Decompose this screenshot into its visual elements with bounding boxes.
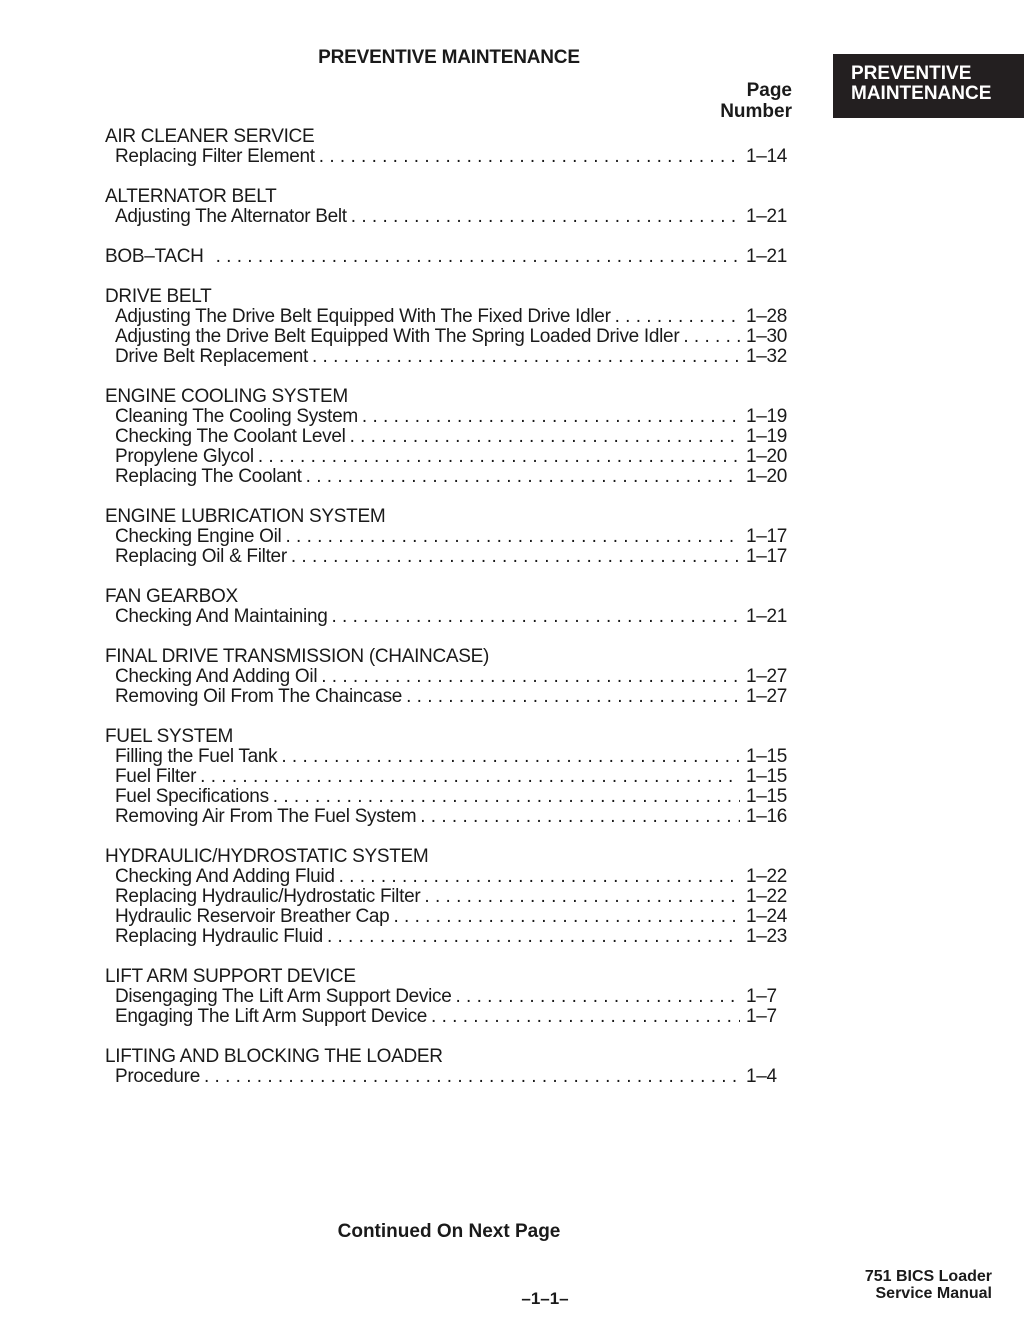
dot-leader — [683, 327, 740, 347]
toc-section — [105, 387, 790, 487]
dot-leader — [281, 747, 740, 767]
toc-entry[interactable] — [105, 447, 790, 467]
section-title: HYDRAULIC/HYDROSTATIC SYSTEM — [105, 846, 429, 867]
dot-leader — [312, 347, 740, 367]
entry-page-number: 1–32 — [746, 346, 788, 367]
entry-page-number: 1–27 — [746, 666, 788, 687]
toc-entry[interactable] — [105, 927, 790, 947]
toc-section — [105, 507, 790, 567]
toc-entry[interactable] — [105, 667, 790, 687]
toc-entry[interactable] — [105, 687, 790, 707]
entry-page-number: 1–7 — [746, 986, 777, 1007]
dot-leader — [350, 427, 740, 447]
toc-entry[interactable] — [105, 527, 790, 547]
dot-leader — [431, 1007, 740, 1027]
dot-leader — [339, 867, 740, 887]
section-title: FAN GEARBOX — [105, 586, 238, 607]
table-of-contents — [105, 127, 790, 1107]
toc-entry[interactable] — [105, 467, 790, 487]
toc-entry[interactable] — [105, 147, 790, 167]
entry-label: Checking And Adding Oil — [115, 666, 318, 687]
dot-leader — [455, 987, 740, 1007]
entry-page-number: 1–21 — [746, 246, 788, 267]
entry-page-number: 1–21 — [746, 606, 788, 627]
toc-section — [105, 247, 790, 267]
entry-page-number: 1–16 — [746, 806, 788, 827]
entry-page-number: 1–14 — [746, 146, 788, 167]
dot-leader — [406, 687, 740, 707]
entry-label: Replacing The Coolant — [115, 466, 302, 487]
dot-leader — [332, 607, 741, 627]
entry-label: Replacing Hydraulic/Hydrostatic Filter — [115, 886, 421, 907]
toc-entry[interactable] — [105, 207, 790, 227]
toc-section — [105, 587, 790, 627]
page-number-column-header — [720, 80, 792, 122]
dot-leader — [291, 547, 740, 567]
manual-title-line-1: 751 BICS Loader — [864, 1268, 992, 1285]
entry-page-number: 1–30 — [746, 326, 788, 347]
toc-entry[interactable] — [105, 1067, 790, 1087]
toc-entry[interactable] — [105, 547, 790, 567]
entry-label: Adjusting The Drive Belt Equipped With The Fixed Drive Idler — [115, 306, 611, 327]
manual-title-line-2: Service Manual — [875, 1285, 992, 1302]
entry-page-number: 1–22 — [746, 866, 788, 887]
dot-leader — [420, 807, 740, 827]
dot-leader — [393, 907, 740, 927]
dot-leader — [216, 247, 740, 267]
entry-page-number: 1–15 — [746, 766, 788, 787]
toc-entry[interactable] — [105, 887, 790, 907]
entry-page-number: 1–15 — [746, 786, 788, 807]
toc-entry[interactable] — [105, 867, 790, 887]
toc-section — [105, 287, 790, 367]
toc-entry[interactable] — [105, 427, 790, 447]
entry-page-number: 1–20 — [746, 466, 788, 487]
entry-page-number: 1–4 — [746, 1066, 777, 1087]
entry-page-number: 1–20 — [746, 446, 788, 467]
column-header-line-2: Number — [720, 101, 792, 122]
toc-section — [105, 127, 790, 167]
section-tab — [833, 54, 1024, 118]
dot-leader — [285, 527, 740, 547]
entry-page-number: 1–15 — [746, 746, 788, 767]
section-title: DRIVE BELT — [105, 286, 212, 307]
entry-label: Removing Oil From The Chaincase — [115, 686, 403, 707]
entry-label: Fuel Specifications — [115, 786, 269, 807]
section-title: ENGINE COOLING SYSTEM — [105, 386, 348, 407]
entry-label: Adjusting the Drive Belt Equipped With The Spring Loaded Drive Idler — [115, 326, 680, 347]
entry-label: Checking Engine Oil — [115, 526, 282, 547]
toc-section — [105, 727, 790, 827]
toc-section — [105, 187, 790, 227]
toc-section — [105, 1047, 790, 1087]
section-title: AIR CLEANER SERVICE — [105, 126, 315, 147]
entry-page-number: 1–23 — [746, 926, 788, 947]
entry-label: Checking The Coolant Level — [115, 426, 346, 447]
entry-page-number: 1–24 — [746, 906, 788, 927]
entry-page-number: 1–22 — [746, 886, 788, 907]
dot-leader — [258, 447, 740, 467]
entry-label: Replacing Hydraulic Fluid — [115, 926, 323, 947]
toc-entry[interactable] — [105, 407, 790, 427]
dot-leader — [615, 307, 740, 327]
entry-label: Checking And Maintaining — [115, 606, 328, 627]
dot-leader — [306, 467, 740, 487]
section-title: BOB–TACH — [105, 246, 204, 267]
dot-leader — [327, 927, 740, 947]
entry-label: Drive Belt Replacement — [115, 346, 308, 367]
entry-page-number: 1–7 — [746, 1006, 777, 1027]
dot-leader — [319, 147, 740, 167]
toc-entry[interactable] — [105, 767, 790, 787]
entry-label: Adjusting The Alternator Belt — [115, 206, 347, 227]
entry-label: Cleaning The Cooling System — [115, 406, 358, 427]
entry-page-number: 1–17 — [746, 526, 788, 547]
toc-entry[interactable] — [105, 987, 790, 1007]
toc-entry[interactable] — [105, 807, 790, 827]
dot-leader — [424, 887, 740, 907]
section-title: ALTERNATOR BELT — [105, 186, 277, 207]
entry-label: Disengaging The Lift Arm Support Device — [115, 986, 452, 1007]
entry-label: Checking And Adding Fluid — [115, 866, 335, 887]
toc-section — [105, 847, 790, 947]
manual-title — [865, 1268, 992, 1302]
entry-page-number: 1–19 — [746, 406, 788, 427]
entry-label: Replacing Oil & Filter — [115, 546, 287, 567]
entry-label: Fuel Filter — [115, 766, 197, 787]
section-tab-line-2: MAINTENANCE — [851, 83, 992, 104]
dot-leader — [200, 767, 740, 787]
entry-page-number: 1–27 — [746, 686, 788, 707]
toc-entry[interactable] — [105, 747, 790, 767]
entry-label: Replacing Filter Element — [115, 146, 315, 167]
entry-label: Procedure — [115, 1066, 200, 1087]
dot-leader — [362, 407, 740, 427]
entry-page-number: 1–28 — [746, 306, 788, 327]
page-title: PREVENTIVE MAINTENANCE — [318, 47, 580, 68]
entry-label: Engaging The Lift Arm Support Device — [115, 1006, 428, 1027]
toc-entry[interactable] — [105, 907, 790, 927]
dot-leader — [321, 667, 740, 687]
section-title: ENGINE LUBRICATION SYSTEM — [105, 506, 386, 527]
section-tab-line-1: PREVENTIVE — [851, 63, 972, 84]
toc-section-row[interactable] — [105, 247, 790, 267]
entry-page-number: 1–21 — [746, 206, 788, 227]
section-title: LIFT ARM SUPPORT DEVICE — [105, 966, 356, 987]
continued-notice: Continued On Next Page — [337, 1221, 561, 1242]
entry-page-number: 1–17 — [746, 546, 788, 567]
section-title: LIFTING AND BLOCKING THE LOADER — [105, 1046, 443, 1067]
dot-leader — [204, 1067, 740, 1087]
toc-entry[interactable] — [105, 787, 790, 807]
dot-leader — [351, 207, 740, 227]
toc-entry[interactable] — [105, 327, 790, 347]
dot-leader — [273, 787, 740, 807]
section-title: FINAL DRIVE TRANSMISSION (CHAINCASE) — [105, 646, 490, 667]
toc-section — [105, 967, 790, 1027]
section-title: FUEL SYSTEM — [105, 726, 233, 747]
page-number: –1–1– — [521, 1289, 569, 1308]
toc-entry[interactable] — [105, 607, 790, 627]
entry-label: Hydraulic Reservoir Breather Cap — [115, 906, 390, 927]
entry-page-number: 1–19 — [746, 426, 788, 447]
column-header-line-1: Page — [746, 80, 792, 101]
toc-entry[interactable] — [105, 307, 790, 327]
toc-entry[interactable] — [105, 1007, 790, 1027]
entry-label: Removing Air From The Fuel System — [115, 806, 417, 827]
toc-section — [105, 647, 790, 707]
entry-label: Filling the Fuel Tank — [115, 746, 278, 767]
entry-label: Propylene Glycol — [115, 446, 254, 467]
toc-entry[interactable] — [105, 347, 790, 367]
